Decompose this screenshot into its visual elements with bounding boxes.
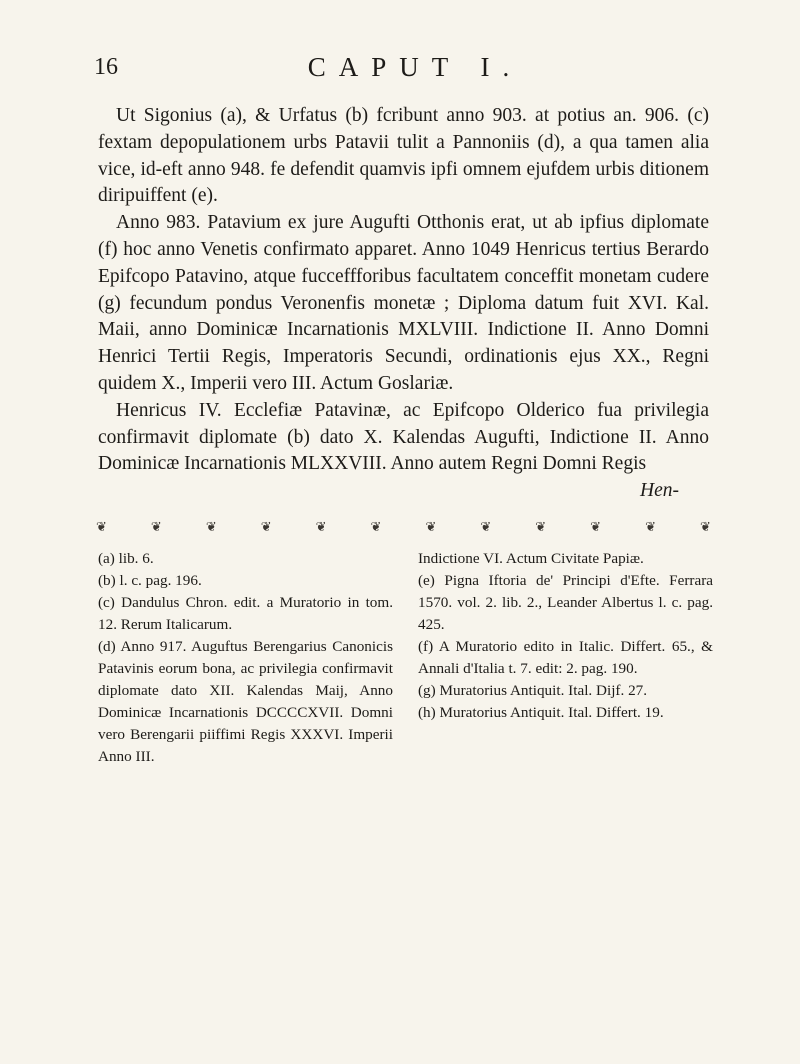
footnotes-left (98, 548, 393, 768)
fleuron-icon: ❦ (205, 519, 217, 534)
fleuron-icon: ❦ (315, 519, 327, 534)
fleuron-icon: ❦ (535, 519, 547, 534)
fleuron-icon: ❦ (590, 519, 602, 534)
ornament-rule (96, 520, 711, 534)
footnote: Indictione VI. Actum Civitate Papiæ. (418, 550, 644, 567)
fleuron-icon: ❦ (96, 519, 107, 534)
fleuron-icon: ❦ (260, 519, 272, 534)
page-header (0, 52, 800, 92)
paragraph: Ut Sigonius (a), & Urfatus (b) fcribunt anno 903. at potius an. 906. (c) fextam depopulationem urbs Patavii tulit a Pannoniis (d), a qua tamen alia vice, id-eft anno 948. fe defendit quamvis ipfi omnem ejufdem urbis ditionem diripuiffent (e). (98, 105, 709, 207)
footnotes-right (418, 548, 713, 724)
page-number: 16 (94, 54, 118, 80)
main-text (98, 103, 709, 478)
footnote: (h) Muratorius Antiquit. Ital. Differt. 19. (418, 704, 664, 721)
footnote: (b) l. c. pag. 196. (98, 572, 202, 589)
fleuron-icon: ❦ (425, 519, 437, 534)
fleuron-icon: ❦ (699, 519, 711, 534)
fleuron-icon: ❦ (150, 519, 162, 534)
footnote: (c) Dandulus Chron. edit. a Muratorio in tom. 12. Rerum Italicarum. (98, 594, 393, 633)
footnote: (d) Anno 917. Auguftus Berengarius Canonicis Patavinis eorum bona, ac privilegia confirmavit diplomate dato XII. Kalendas Maij, Anno Dominicæ Incarnationis DCCCCXVII. Domni vero Berengarii piiffimi Regis XXXVI. Imperii Anno III. (98, 638, 393, 765)
fleuron-icon: ❦ (480, 519, 492, 534)
paragraph: Anno 983. Patavium ex jure Augufti Otthonis erat, ut ab ipfius diplomate (f) hoc anno Venetis confirmato apparet. Anno 1049 Henricus tertius Berardo Epifcopo Patavino, atque fucceffforibus facultatem conceffit monetam cudere (g) fecundum pondus Veronenfis monetæ ; Diploma datum fuit XVI. Kal. Maii, anno Dominicæ Incarnationis MXLVIII. Indictione II. Anno Domni Henrici Tertii Regis, Imperatoris Secundi, ordinationis ejus XX., Regni quidem X., Imperii vero III. Actum Goslariæ. (98, 212, 709, 394)
catchword: Hen- (640, 480, 679, 501)
footnote: (e) Pigna Iftoria de' Principi d'Efte. Ferrara 1570. vol. 2. lib. 2., Leander Albertus l. c. pag. 425. (418, 572, 713, 633)
running-head: CAPUT I. (307, 52, 523, 82)
fleuron-icon: ❦ (370, 519, 382, 534)
footnote: (g) Muratorius Antiquit. Ital. Dijf. 27. (418, 682, 648, 699)
footnote: (a) lib. 6. (98, 550, 154, 567)
footnote: (f) A Muratorio edito in Italic. Differt. 65., & Annali d'Italia t. 7. edit: 2. pag. 190. (418, 638, 713, 677)
paragraph: Henricus IV. Ecclefiæ Patavinæ, ac Epifcopo Olderico fua privilegia confirmavit diplomate (b) dato X. Kalendas Augufti, Indictione II. Anno Dominicæ Incarnationis MLXXVIII. Anno autem Regni Domni Regis (98, 399, 709, 475)
fleuron-icon: ❦ (645, 519, 656, 534)
